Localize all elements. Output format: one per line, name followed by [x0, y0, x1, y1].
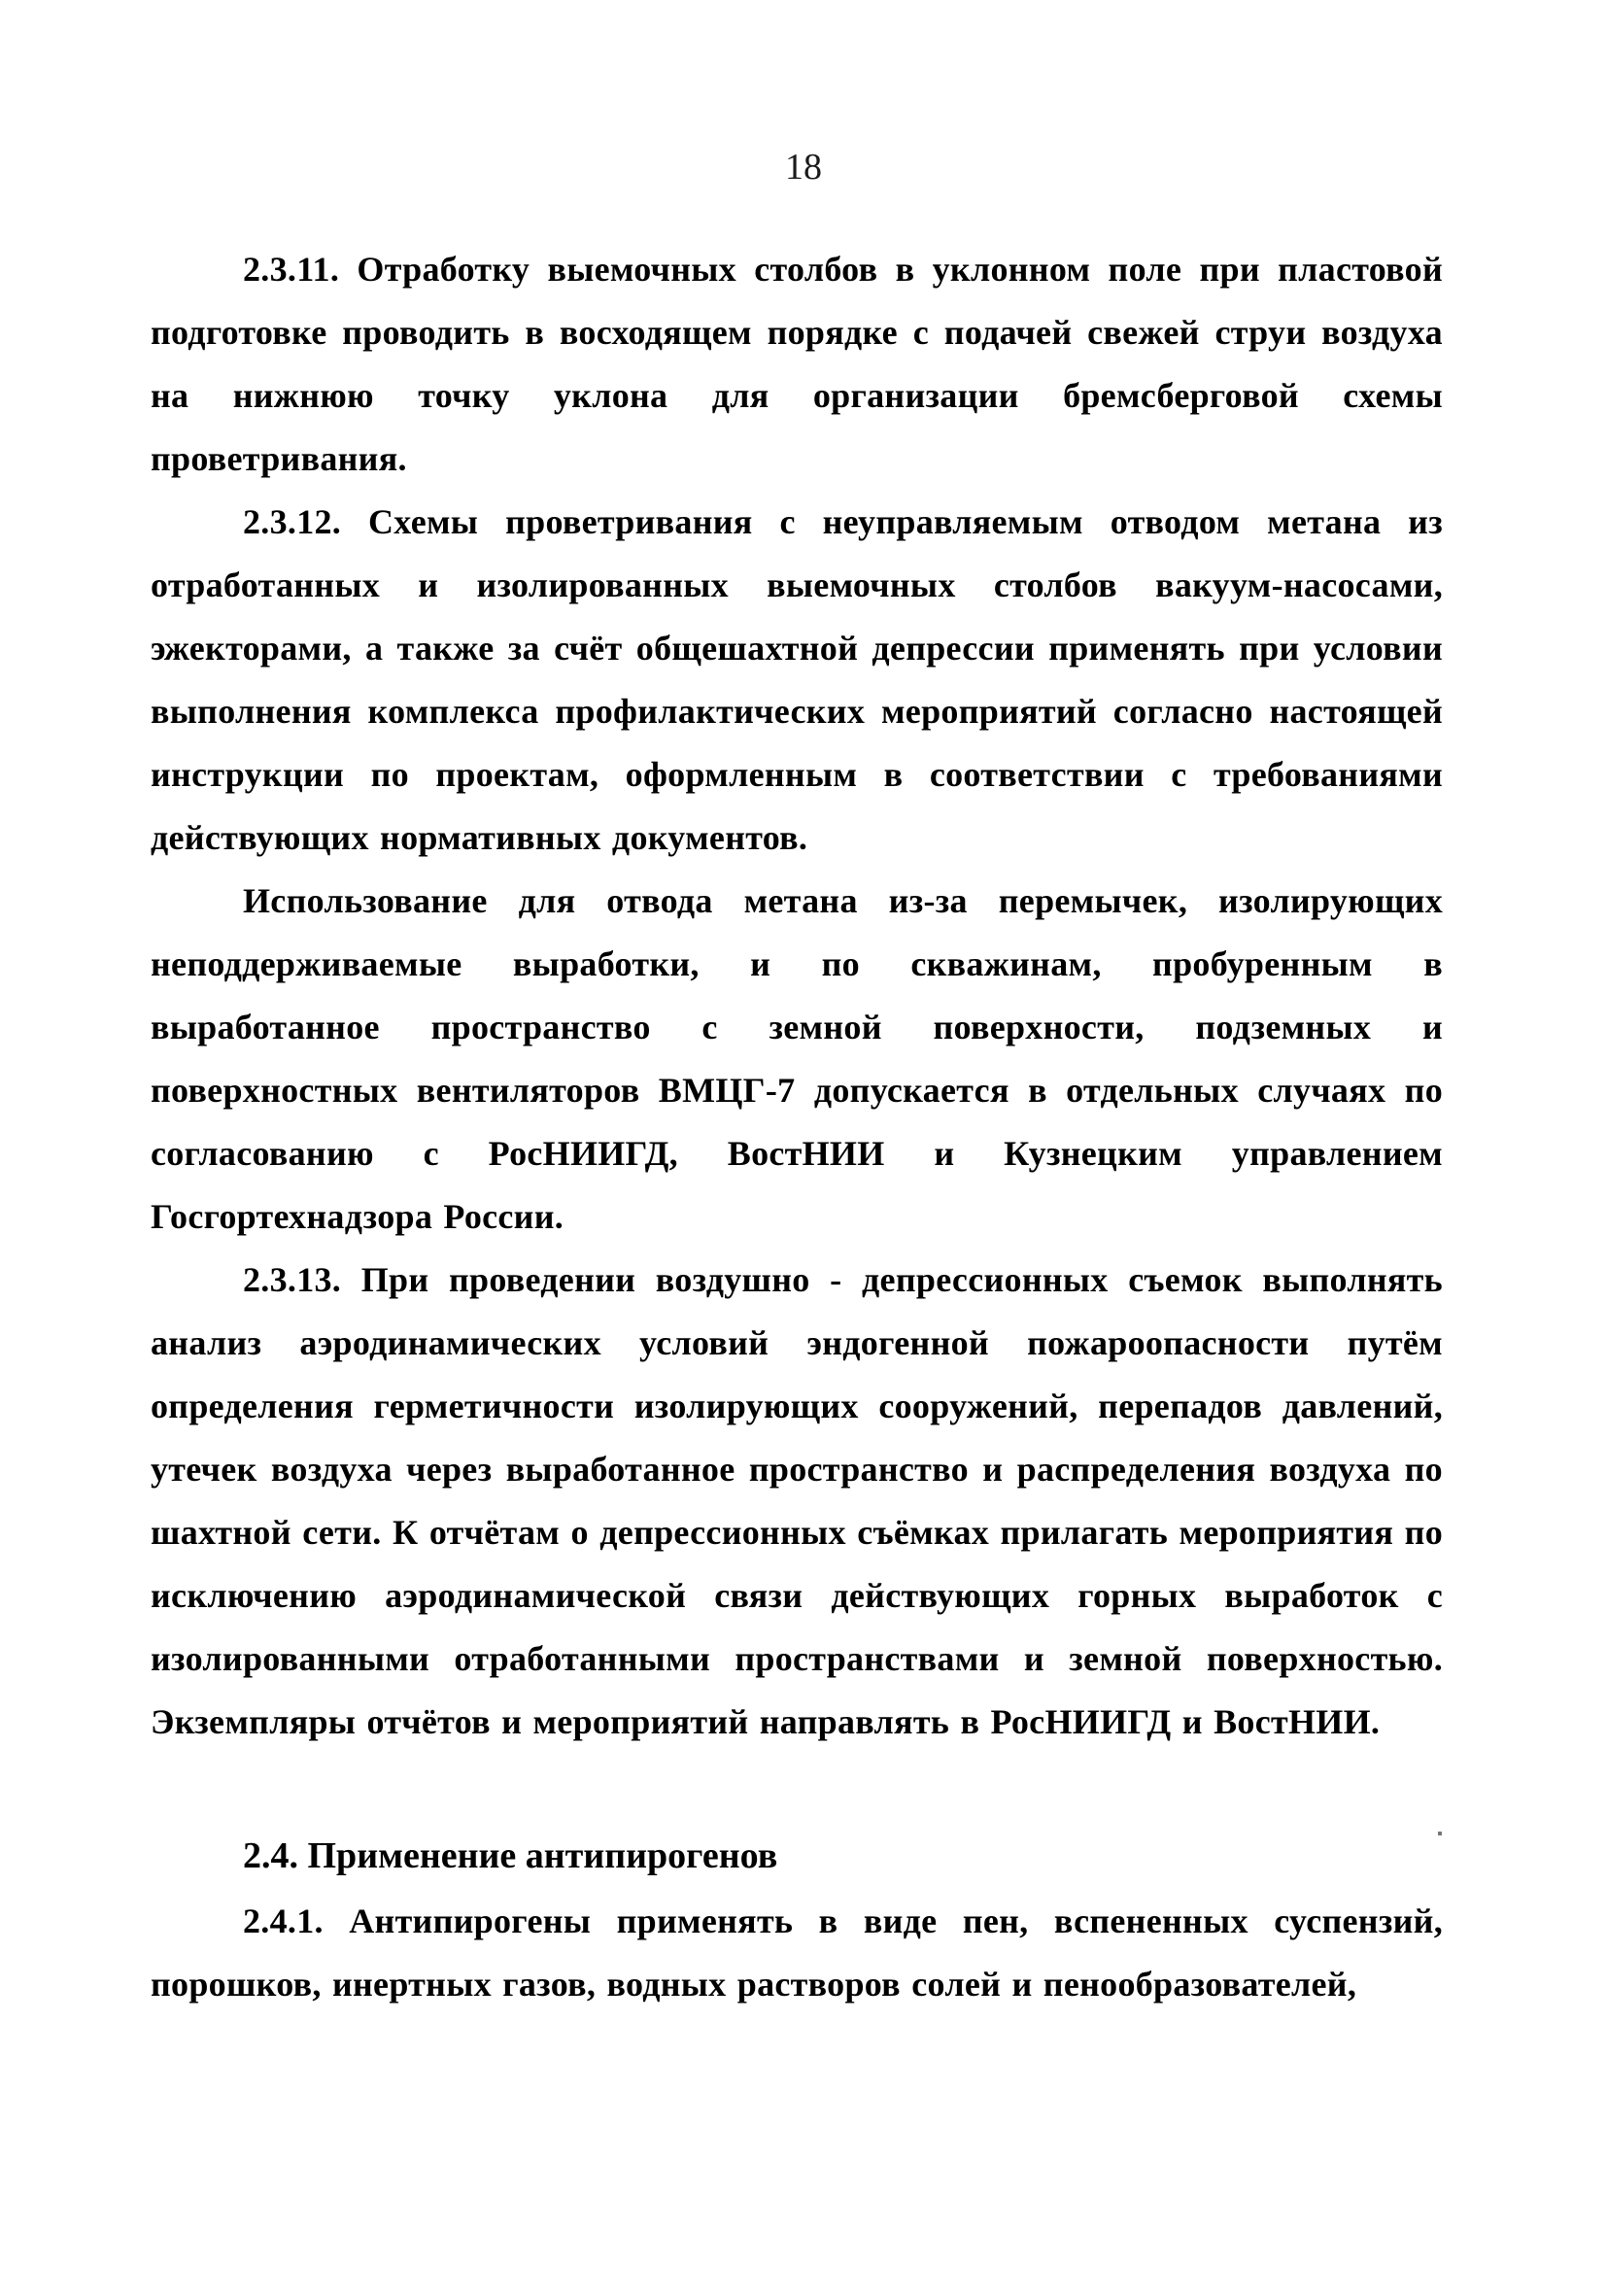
page-number: 18: [785, 147, 822, 188]
paragraph-text: При проведении воздушно - депрессионных съемок выполнять анализ аэродинамических условий эндогенной пожароопасности путём определения герметичности изолирующих сооружений, перепадов давлений, утечек воздуха через выработанное пространство и распределения воздуха по шахтной сети. К отчётам о депрессионных съёмках прилагать мероприятия по исключению аэродинамической связи действующих горных выработок с изолированными отработанными пространствами и земной поверхностью. Экземпляры отчётов и мероприятий направлять в РосНИИГД и ВостНИИ.: [151, 1260, 1443, 1741]
paragraph-number: 2.3.13.: [243, 1260, 342, 1299]
paragraph-text: Использование для отвода метана из-за перемычек, изолирующих неподдерживаемые выработки, и по скважинам, пробуренным в выработанное пространство с земной поверхности, подземных и поверхностных вентиляторов ВМЦГ-7 допускается в отдельных случаях по согласованию с РосНИИГД, ВостНИИ и Кузнецким управлением Госгортехнадзора России.: [151, 881, 1443, 1236]
paragraph-text: Антипирогены применять в виде пен, вспененных суспензий, порошков, инертных газов, водных растворов солей и пенообразователей,: [151, 1902, 1443, 2004]
paragraph-2-3-13: [151, 1249, 1443, 1754]
paragraph-number: 2.3.12.: [243, 502, 342, 541]
paragraph-number: 2.3.11.: [243, 250, 340, 289]
paragraph-text: Отработку выемочных столбов в уклонном поле при пластовой подготовке проводить в восходящем порядке с подачей свежей струи воздуха на нижнюю точку уклона для организации бремсберговой схемы проветривания.: [151, 250, 1443, 478]
paragraph-text: Схемы проветривания с неуправляемым отводом метана из отработанных и изолированных выемочных столбов вакуум-насосами, эжекторами, а также за счёт общешахтной депрессии применять при условии выполнения комплекса профилактических мероприятий согласно настоящей инструкции по проектам, оформленным в соответствии с требованиями действующих нормативных документов.: [151, 502, 1443, 857]
paragraph-2-3-12: [151, 491, 1443, 870]
scan-speck: [1438, 1832, 1442, 1835]
section-heading: 2.4. Применение антипирогенов: [243, 1835, 778, 1876]
paragraph-2-4-1: [151, 1890, 1443, 2016]
paragraph-2-3-11: [151, 238, 1443, 491]
page-content: [151, 238, 1443, 2016]
paragraph-number: 2.4.1.: [243, 1902, 324, 1940]
paragraph-usage: [151, 870, 1443, 1249]
